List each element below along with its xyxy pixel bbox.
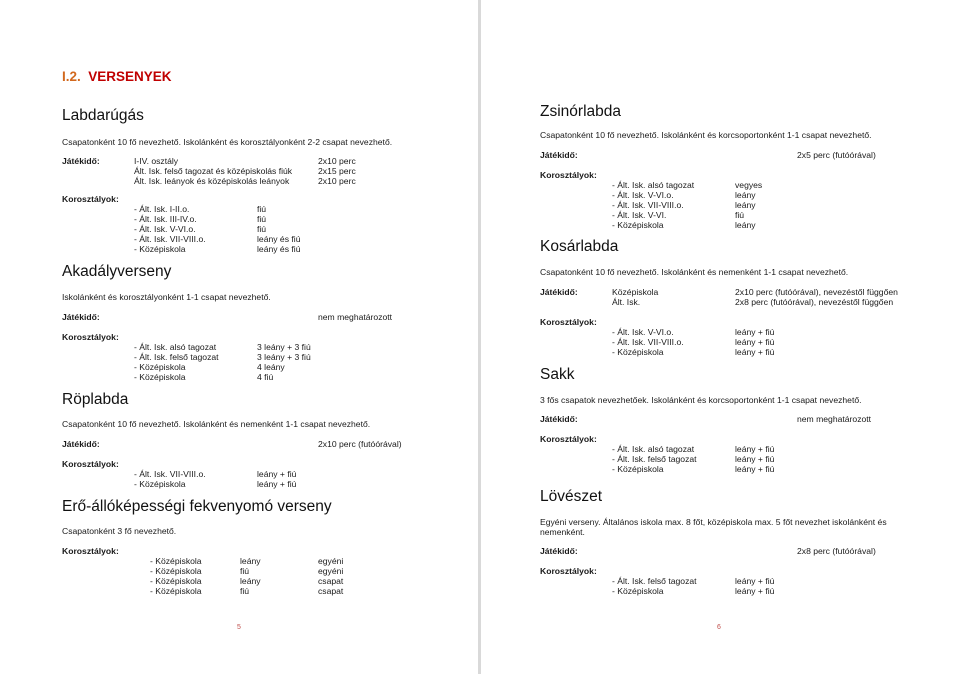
- kosar-age-2: - Középiskola: [612, 347, 664, 357]
- zsinor-time: 2x5 perc (futóórával): [797, 150, 876, 160]
- ero-type-2: csapat: [318, 576, 344, 586]
- roplabda-who-1: leány + fiú: [257, 479, 297, 489]
- labdarugas-who-1: fiú: [257, 214, 267, 224]
- sakk-who-1: leány + fiú: [735, 454, 775, 464]
- labdarugas-title: Labdarúgás: [62, 107, 144, 124]
- sakk-age-1: - Ált. Isk. felső tagozat: [612, 454, 697, 464]
- ero-who-3: fiú: [240, 586, 250, 596]
- chapter-heading: [62, 69, 172, 84]
- sakk-who-2: leány + fiú: [735, 464, 775, 474]
- ero-type-3: csapat: [318, 586, 344, 596]
- labdarugas-who-0: fiú: [257, 204, 267, 214]
- akadaly-title: Akadályverseny: [62, 263, 172, 280]
- labdarugas-age-1: - Ált. Isk. III-IV.o.: [134, 214, 197, 224]
- akadaly-who-0: 3 leány + 3 fiú: [257, 342, 311, 352]
- loveszet-who-0: leány + fiú: [735, 576, 775, 586]
- page-right: [481, 0, 960, 674]
- sakk-age-0: - Ált. Isk. alsó tagozat: [612, 444, 695, 454]
- akadaly-desc: Iskolánként és korosztályonként 1-1 csapat nevezhető.: [62, 292, 271, 302]
- zsinor-desc: Csapatonként 10 fő nevezhető. Iskolánként és korcsoportonként 1-1 csapat nevezhető.: [540, 130, 872, 140]
- ero-title: Erő-állóképességi fekvenyomó verseny: [62, 498, 332, 515]
- zsinor-korosztalyok-label: Korosztályok:: [540, 170, 597, 180]
- loveszet-jatekido-label: Játékidő:: [540, 546, 578, 556]
- chapter-number: I.2.: [62, 69, 81, 84]
- sakk-jatekido-label: Játékidő:: [540, 414, 578, 424]
- loveszet-desc-line1: Egyéni verseny. Általános iskola max. 8 főt, középiskola max. 5 főt nevezhet iskolánként és: [540, 517, 887, 527]
- loveszet-age-0: - Ált. Isk. felső tagozat: [612, 576, 697, 586]
- akadaly-age-0: - Ált. Isk. alsó tagozat: [134, 342, 217, 352]
- zsinor-who-0: vegyes: [735, 180, 763, 190]
- roplabda-time: 2x10 perc (futóórával): [318, 439, 402, 449]
- labdarugas-who-4: leány és fiú: [257, 244, 301, 254]
- kosar-who-1: leány + fiú: [735, 337, 775, 347]
- loveszet-korosztalyok-label: Korosztályok:: [540, 566, 597, 576]
- ero-type-1: egyéni: [318, 566, 344, 576]
- labdarugas-age-3: - Ált. Isk. VII-VIII.o.: [134, 234, 206, 244]
- kosar-time-group-0: Középiskola: [612, 287, 659, 297]
- kosar-who-0: leány + fiú: [735, 327, 775, 337]
- ero-desc: Csapatonként 3 fő nevezhető.: [62, 526, 177, 536]
- roplabda-age-0: - Ált. Isk. VII-VIII.o.: [134, 469, 206, 479]
- roplabda-jatekido-label: Játékidő:: [62, 439, 100, 449]
- sakk-korosztalyok-label: Korosztályok:: [540, 434, 597, 444]
- zsinor-who-1: leány: [735, 190, 756, 200]
- akadaly-age-1: - Ált. Isk. felső tagozat: [134, 352, 219, 362]
- zsinor-jatekido-label: Játékidő:: [540, 150, 578, 160]
- kosar-age-0: - Ált. Isk. V-VI.o.: [612, 327, 674, 337]
- labdarugas-age-2: - Ált. Isk. V-VI.o.: [134, 224, 196, 234]
- roplabda-title: Röplabda: [62, 391, 129, 408]
- chapter-title: VERSENYEK: [88, 69, 172, 84]
- labdarugas-time-1: 2x15 perc: [318, 166, 356, 176]
- zsinor-age-2: - Ált. Isk. VII-VIII.o.: [612, 200, 684, 210]
- kosar-korosztalyok-label: Korosztályok:: [540, 317, 597, 327]
- loveszet-desc-line2: nemenként.: [540, 527, 585, 537]
- kosar-time-0: 2x10 perc (futóórával), nevezéstől függően: [735, 287, 898, 297]
- sakk-age-2: - Középiskola: [612, 464, 664, 474]
- kosar-age-1: - Ált. Isk. VII-VIII.o.: [612, 337, 684, 347]
- labdarugas-who-3: leány és fiú: [257, 234, 301, 244]
- kosar-who-2: leány + fiú: [735, 347, 775, 357]
- sakk-title: Sakk: [540, 366, 575, 383]
- ero-age-3: - Középiskola: [150, 586, 202, 596]
- ero-age-0: - Középiskola: [150, 556, 202, 566]
- loveszet-time: 2x8 perc (futóórával): [797, 546, 876, 556]
- sakk-time: nem meghatározott: [797, 414, 872, 424]
- loveszet-age-1: - Középiskola: [612, 586, 664, 596]
- labdarugas-who-2: fiú: [257, 224, 267, 234]
- zsinor-age-1: - Ált. Isk. V-VI.o.: [612, 190, 674, 200]
- ero-korosztalyok-label: Korosztályok:: [62, 546, 119, 556]
- kosar-time-group-1: Ált. Isk.: [612, 297, 641, 307]
- ero-who-1: fiú: [240, 566, 250, 576]
- akadaly-who-3: 4 fiú: [257, 372, 274, 382]
- page-left: [0, 0, 478, 674]
- loveszet-title: Lövészet: [540, 488, 603, 505]
- labdarugas-time-group-1: Ált. Isk. felső tagozat és középiskolás fiúk: [134, 166, 293, 176]
- ero-age-2: - Középiskola: [150, 576, 202, 586]
- akadaly-who-1: 3 leány + 3 fiú: [257, 352, 311, 362]
- roplabda-desc: Csapatonként 10 fő nevezhető. Iskolánként és nemenként 1-1 csapat nevezhető.: [62, 419, 371, 429]
- labdarugas-time-group-2: Ált. Isk. leányok és középiskolás leányok: [134, 176, 290, 186]
- akadaly-age-2: - Középiskola: [134, 362, 186, 372]
- zsinor-age-4: - Középiskola: [612, 220, 664, 230]
- labdarugas-korosztalyok-label: Korosztályok:: [62, 194, 119, 204]
- ero-who-2: leány: [240, 576, 261, 586]
- labdarugas-age-4: - Középiskola: [134, 244, 186, 254]
- akadaly-age-3: - Középiskola: [134, 372, 186, 382]
- labdarugas-time-0: 2x10 perc: [318, 156, 356, 166]
- sakk-desc: 3 fős csapatok nevezhetőek. Iskolánként és korcsoportonként 1-1 csapat nevezhető.: [540, 395, 862, 405]
- zsinor-title: Zsinórlabda: [540, 103, 621, 120]
- akadaly-who-2: 4 leány: [257, 362, 285, 372]
- labdarugas-age-0: - Ált. Isk. I-II.o.: [134, 204, 190, 214]
- zsinor-age-0: - Ált. Isk. alsó tagozat: [612, 180, 695, 190]
- labdarugas-jatekido-label: Játékidő:: [62, 156, 100, 166]
- page-number-right: 6: [717, 624, 721, 631]
- kosar-jatekido-label: Játékidő:: [540, 287, 578, 297]
- roplabda-korosztalyok-label: Korosztályok:: [62, 459, 119, 469]
- kosar-title: Kosárlabda: [540, 238, 619, 255]
- zsinor-who-3: fiú: [735, 210, 745, 220]
- akadaly-jatekido-label: Játékidő:: [62, 312, 100, 322]
- ero-who-0: leány: [240, 556, 261, 566]
- ero-type-0: egyéni: [318, 556, 344, 566]
- kosar-desc: Csapatonként 10 fő nevezhető. Iskolánként és nemenként 1-1 csapat nevezhető.: [540, 267, 849, 277]
- labdarugas-desc: Csapatonként 10 fő nevezhető. Iskolánként és korosztályonként 2-2 csapat nevezhető.: [62, 137, 393, 147]
- labdarugas-time-2: 2x10 perc: [318, 176, 356, 186]
- akadaly-korosztalyok-label: Korosztályok:: [62, 332, 119, 342]
- zsinor-who-2: leány: [735, 200, 756, 210]
- ero-age-1: - Középiskola: [150, 566, 202, 576]
- zsinor-who-4: leány: [735, 220, 756, 230]
- kosar-time-1: 2x8 perc (futóórával), nevezéstől függően: [735, 297, 894, 307]
- sakk-who-0: leány + fiú: [735, 444, 775, 454]
- loveszet-who-1: leány + fiú: [735, 586, 775, 596]
- page-number-left: 5: [237, 624, 241, 631]
- zsinor-age-3: - Ált. Isk. V-VI.: [612, 210, 667, 220]
- roplabda-who-0: leány + fiú: [257, 469, 297, 479]
- labdarugas-time-group-0: I-IV. osztály: [134, 156, 179, 166]
- akadaly-time: nem meghatározott: [318, 312, 393, 322]
- roplabda-age-1: - Középiskola: [134, 479, 186, 489]
